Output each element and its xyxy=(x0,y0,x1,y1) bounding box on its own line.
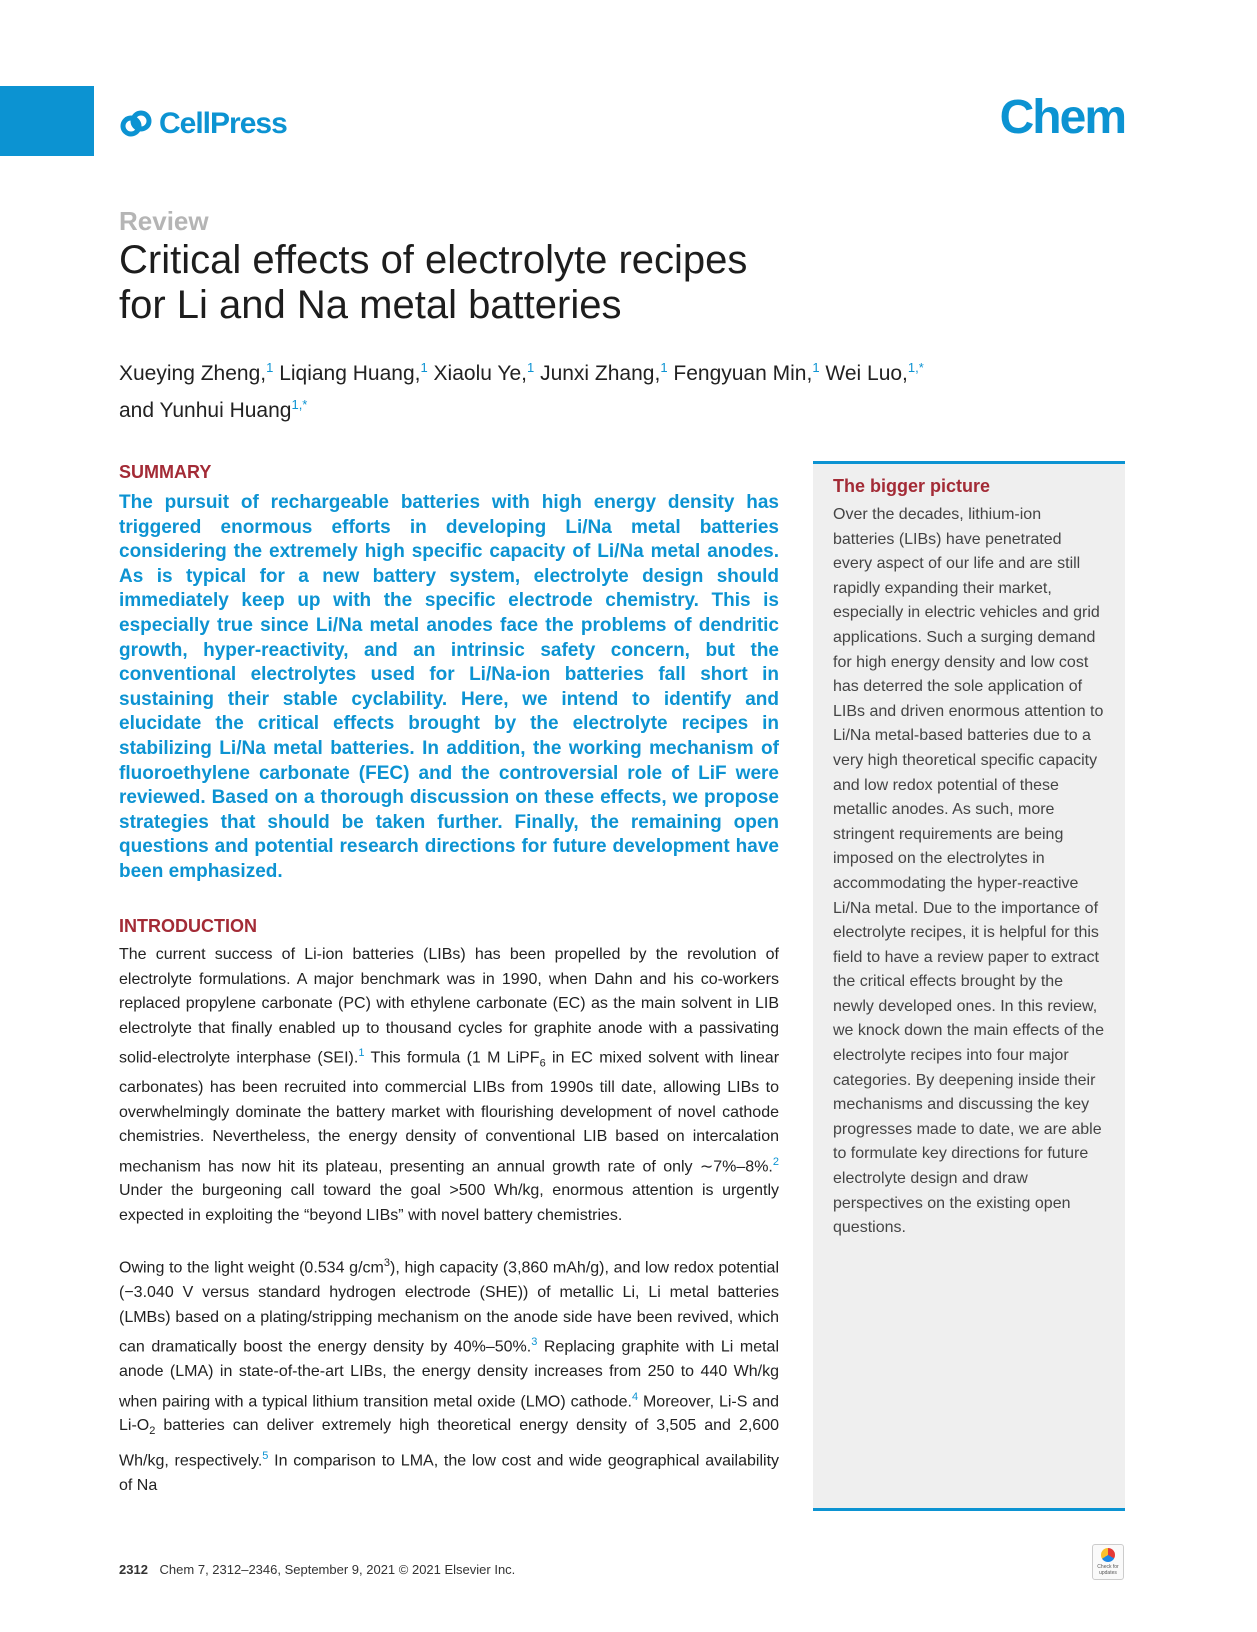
cellpress-logo-text: CellPress xyxy=(159,107,287,140)
introduction-paragraph-2: Owing to the light weight (0.534 $g/cm^3$), high capacity (3,860 mAh/g), and low redox potential (−3.040 V versus standard hydrogen electrode (SHE)) of metallic Li, Li metal batteries (LMBs) based on a plating/stripping mechanism on the anode side have been revived, which can dramatically boost the energy density by 40%–50%.$^3$ Replacing graphite with Li metal anode (LMA) in state-of-the-art LIBs, the energy density increases from 250 to 440 Wh/kg when pairing with a typical lithium transition metal oxide (LMO) cathode.$^4$ Moreover, Li-S and $Li-O_2$ batteries can deliver extremely high theoretical energy density of 3,505 and 2,600 Wh/kg, respectively.$^5$ In comparison to LMA, the low cost and wide geographical availability of Na xyxy=(119,1257,780,1494)
reference-link[interactable]: 4 xyxy=(631,1390,639,1403)
affiliation-marker[interactable]: 1,* xyxy=(907,360,924,375)
reference-link[interactable]: 5 xyxy=(262,1450,269,1463)
affiliation-marker[interactable]: 1 xyxy=(526,360,535,375)
introduction-paragraph-1: The current success of Li-ion batteries (LIBs) has been propelled by the revolution of electrolyte formulations. A major benchmark was in 1990, when Dahn and his co-workers replaced propylene carbonate (PC) with ethylene carbonate (EC) as the main solvent in LIB electrolyte that finally enabled up to thousand cycles for graphite anode with a passivating solid-electrolyte interphase (SEI).$^1$ This formula (1 M LiPF$_6$ in EC mixed solvent with linear carbonates) has been recruited into commercial LIBs from 1990s till date, allowing LIBs to overwhelmingly dominate the battery market with flourishing development of novel cathode chemistries. Nevertheless, the energy density of conventional LIB based on intercalation mechanism has now hit its plateau, presenting an annual growth rate of only ∼7%–8%.$^2$ Under the burgeoning call toward the goal >500 Wh/kg, enormous attention is urgently expected in exploiting the “beyond LIBs” with novel battery chemistries. xyxy=(119,946,780,1224)
article-title xyxy=(119,238,819,328)
brand-color-block xyxy=(0,86,94,156)
title-line-1: Critical effects of electrolyte recipes xyxy=(119,238,748,282)
crossmark-icon xyxy=(1101,1548,1115,1562)
badge-label: Check for updates xyxy=(1097,1564,1119,1576)
page-number: 2312 xyxy=(119,1562,148,1577)
affiliation-marker[interactable]: 1 xyxy=(420,360,428,375)
author: Yunhui Huang$^{1,*}$ xyxy=(159,397,308,422)
introduction-heading: INTRODUCTION xyxy=(119,916,257,936)
affiliation-marker[interactable]: 1,* xyxy=(291,397,308,412)
article-type-label: Review xyxy=(119,206,209,236)
summary-section xyxy=(119,462,779,885)
bigger-picture-box xyxy=(813,461,1125,1511)
author: Fengyuan Min,$^1$ xyxy=(673,360,820,385)
summary-text: The pursuit of rechargeable batteries with high energy density has triggered enormous efforts in developing Li/Na metal batteries considering the extremely high specific capacity of Li/Na metal anodes. As is typical for a new battery system, electrolyte design should immediately keep up with the specific electrode chemistry. This is especially true since Li/Na metal anodes face the problems of dendritic growth, hyper-reactivity, and an intrinsic safety concern, but the conventional electrolytes used for Li/Na-ion batteries fall short in sustaining their stable cyclability. Here, we intend to identify and elucidate the critical effects brought by the electrolyte recipes in stabilizing Li/Na metal batteries. In addition, the working mechanism of fluoroethylene carbonate (FEC) and the controversial role of LiF were reviewed. Based on a thorough discussion on these effects, we propose strategies that should be taken further. Finally, the remaining open questions and potential research directions for future development have been emphasized. xyxy=(119,492,779,882)
affiliation-marker[interactable]: 1 xyxy=(812,360,820,375)
author: Xueying Zheng,$^1$ xyxy=(119,360,274,385)
reference-link[interactable]: 3 xyxy=(531,1336,538,1349)
citation-line: Chem 7, 2312–2346, September 9, 2021 © 2021 Elsevier Inc. xyxy=(159,1562,516,1577)
cellpress-mark-icon xyxy=(119,109,153,139)
author-list xyxy=(119,352,1019,426)
affiliation-marker[interactable]: 1 xyxy=(266,360,274,375)
journal-logo[interactable]: Chem xyxy=(999,91,1125,144)
cellpress-logo[interactable] xyxy=(119,104,287,144)
introduction-section xyxy=(119,916,779,1498)
author: Liqiang Huang,$^1$ xyxy=(279,360,428,385)
author: Xiaolu Ye,$^1$ xyxy=(433,360,535,385)
reference-link[interactable]: 2 xyxy=(772,1155,779,1168)
author: Junxi Zhang,$^1$ xyxy=(540,360,668,385)
title-line-2: for Li and Na metal batteries xyxy=(119,283,622,327)
reference-link[interactable]: 1 xyxy=(358,1047,365,1059)
check-for-updates-badge[interactable] xyxy=(1092,1544,1124,1580)
bigger-picture-text: Over the decades, lithium-ion batteries (LIBs) have penetrated every aspect of our life and are still rapidly expanding their market, especially in electric vehicles and grid applications. Such a surging demand for high energy density and low cost has deterred the sole application of LIBs and driven enormous attention to Li/Na metal-based batteries due to a very high theoretical specific capacity and low redox potential of these metallic anodes. As such, more stringent requirements are being imposed on the electrolytes in accommodating the hyper-reactive Li/Na metal. Due to the importance of electrolyte recipes, it is helpful for this field to have a review paper to extract the critical effects brought by the newly developed ones. In this review, we knock down the main effects of the electrolyte recipes into four major categories. By deepening inside their mechanisms and discussing the key progresses made to date, we are able to formulate key directions for future electrolyte design and draw perspectives on the existing open questions. xyxy=(833,506,1104,1237)
page-footer xyxy=(119,1562,515,1577)
affiliation-marker[interactable]: 1 xyxy=(660,360,668,375)
author-conjunction: and xyxy=(119,399,155,422)
bigger-picture-heading: The bigger picture xyxy=(833,476,991,496)
summary-heading: SUMMARY xyxy=(119,462,212,482)
author: Wei Luo,$^{1,*}$ xyxy=(825,360,924,385)
